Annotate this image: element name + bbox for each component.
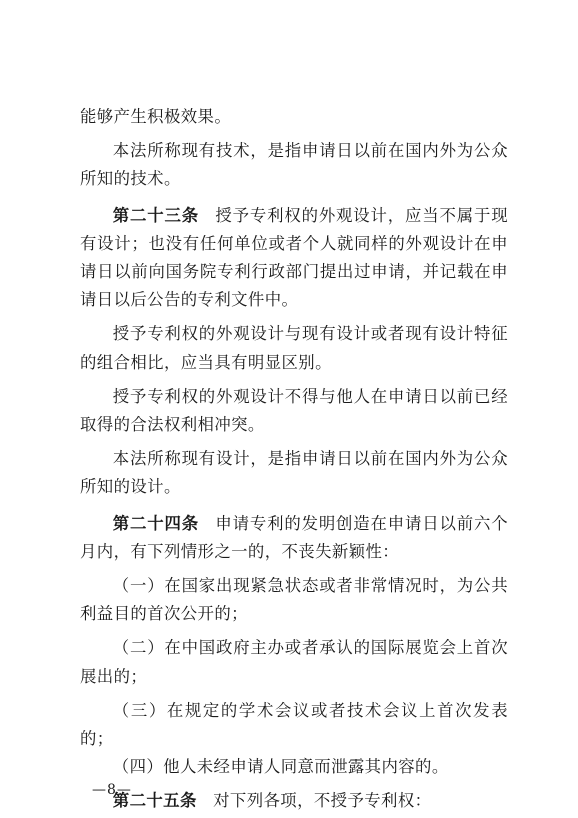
- paragraph-no-conflict: [80, 383, 508, 439]
- paragraph-existing-design: [80, 445, 508, 501]
- list-item-text: （三）在规定的学术会议或者技术会议上首次发表的；: [80, 700, 508, 749]
- list-item-4: [80, 753, 508, 781]
- article-text: 申请专利的发明创造在申请日以前六个月内，有下列情形之一的，不丧失新颖性：: [80, 513, 508, 561]
- document-body: [80, 103, 508, 816]
- article-heading: 第二十三条: [112, 205, 199, 225]
- list-item-3: [80, 697, 508, 753]
- list-item-text: （一）在国家出现紧急状态或者非常情况时，为公共利益目的首次公开的；: [80, 576, 508, 624]
- paragraph-distinction: [80, 320, 508, 376]
- article-text: 对下列各项，不授予专利权：: [213, 791, 432, 811]
- paragraph-continuation: [80, 103, 508, 131]
- article-heading: 第二十四条: [112, 513, 199, 533]
- list-item-1: [80, 572, 508, 628]
- article-24: [80, 510, 508, 566]
- paragraph-text: 授予专利权的外观设计与现有设计或者现有设计特征的组合相比，应当具有明显区别。: [80, 324, 508, 372]
- list-item-2: [80, 634, 508, 690]
- article-text: 授予专利权的外观设计，应当不属于现有设计；也没有任何单位或者个人就同样的外观设计在申请日以前向国务院专利行政部门提出过申请，并记载在申请日以后公告的专利文件中。: [80, 205, 508, 310]
- article-25: [80, 787, 508, 815]
- paragraph-text: 本法所称现有技术，是指申请日以前在国内外为公众所知的技术。: [80, 141, 508, 189]
- paragraph-text: 授予专利权的外观设计不得与他人在申请日以前已经取得的合法权利相冲突。: [80, 386, 508, 435]
- page-number: —8—: [92, 782, 132, 798]
- paragraph-text: 本法所称现有设计，是指申请日以前在国内外为公众所知的设计。: [80, 449, 508, 497]
- article-23: [80, 202, 508, 315]
- list-item-text: （四）他人未经申请人同意而泄露其内容的。: [112, 757, 449, 777]
- paragraph-existing-technology: [80, 137, 508, 193]
- paragraph-text: 能够产生积极效果。: [80, 107, 232, 126]
- article-heading: 第二十五条: [112, 791, 197, 811]
- list-item-text: （二）在中国政府主办或者承认的国际展览会上首次展出的；: [80, 638, 508, 686]
